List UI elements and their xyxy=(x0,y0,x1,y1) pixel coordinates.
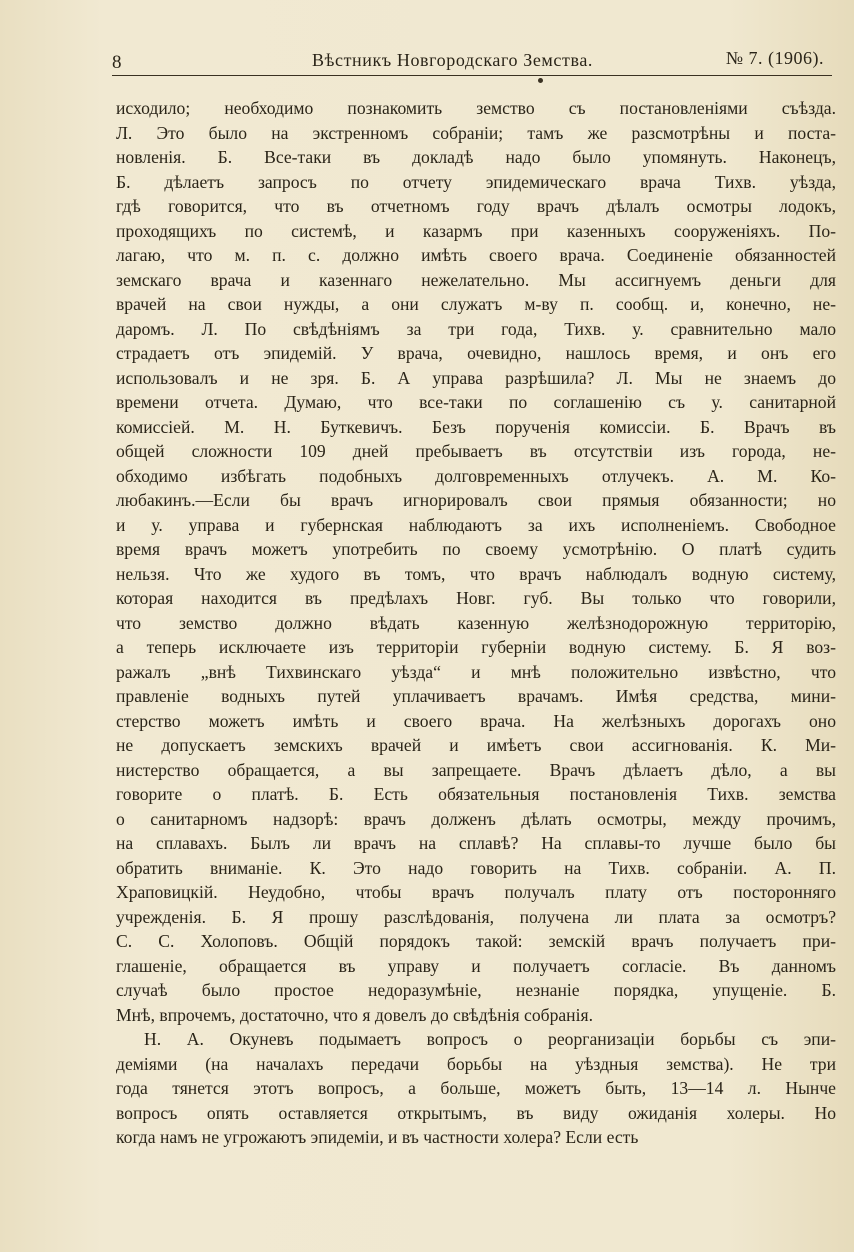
text-line: использовалъ и не зря. Б. А управа разрѣшила? Л. Мы не знаемъ до xyxy=(116,367,836,388)
text-line: Б. дѣлаетъ запросъ по отчету эпидемическаго врача Тихв. уѣзда, xyxy=(116,171,836,192)
text-line: лагаю, что м. п. с. должно имѣть своего врача. Соединеніе обязанностей xyxy=(116,245,836,265)
text-line: которая находится въ предѣлахъ Новг. губ. Вы только что говорили, xyxy=(116,588,836,608)
text-line: не допускаетъ земскихъ врачей и имѣетъ свои ассигнованія. К. Ми- xyxy=(116,735,836,755)
text-line: комиссіей. М. Н. Буткевичъ. Безъ порученія комиссіи. Б. Врачъ въ xyxy=(116,416,836,437)
text-line: страдаетъ отъ эпидемій. У врача, очевидно, нашлось время, и онъ его xyxy=(116,343,836,363)
text-line: деміями (на началахъ передачи борьбы на уѣздныя земства). Не три xyxy=(116,1053,836,1074)
text-line: общей сложности 109 дней пребываетъ въ отсутствіи изъ города, не- xyxy=(116,441,836,461)
ink-dot xyxy=(538,78,543,83)
text-line: Л. Это было на экстренномъ собраніи; тамъ же разсмотрѣны и поста- xyxy=(116,122,836,143)
text-line: обходимо избѣгать подобныхъ долговременныхъ отлучекъ. А. М. Ко- xyxy=(116,465,836,486)
page-number: 8 xyxy=(112,52,122,73)
running-header xyxy=(112,44,834,74)
text-line: года тянется этотъ вопросъ, а больше, можетъ быть, 13—14 л. Нынче xyxy=(116,1078,836,1098)
text-line: вопросъ опять оставляется открытымъ, въ виду ожиданія холеры. Но xyxy=(116,1102,836,1123)
header-rule xyxy=(112,75,832,76)
text-line: любакинъ.—Если бы врачъ игнорировалъ свои прямыя обязанности; но xyxy=(116,490,836,510)
text-line: нистерство обращается, а вы запрещаете. Врачъ дѣлаетъ дѣло, а вы xyxy=(116,759,836,780)
text-line: С. С. Холоповъ. Общій порядокъ такой: земскій врачъ получаетъ при- xyxy=(116,931,836,951)
text-line: случаѣ было простое недоразумѣніе, незнаніе порядка, упущеніе. Б. xyxy=(116,980,836,1000)
text-line: что земство должно вѣдать казенную желѣзнодорожную территорію, xyxy=(116,612,836,633)
text-line: правленіе водныхъ путей уплачиваетъ врачамъ. Имѣя средства, мини- xyxy=(116,686,836,706)
text-line: а теперь исключаете изъ территоріи губерніи водную систему. Б. Я воз- xyxy=(116,637,836,657)
text-line: исходило; необходимо познакомить земство съ постановленіями съѣзда. xyxy=(116,98,836,118)
body-text xyxy=(116,96,836,1150)
text-line: учрежденія. Б. Я прошу разслѣдованія, получена ли плата за осмотръ? xyxy=(116,906,836,927)
text-line: врачей на свои нужды, а они служатъ м-ву п. сообщ. и, конечно, не- xyxy=(116,294,836,314)
text-line: и у. управа и губернская наблюдаютъ за ихъ исполненіемъ. Свободное xyxy=(116,514,836,535)
text-line: глашеніе, обращается въ управу и получаетъ согласіе. Въ данномъ xyxy=(116,955,836,976)
text-line: гдѣ говорится, что въ отчетномъ году врачъ дѣлалъ осмотры лодокъ, xyxy=(116,196,836,216)
text-line: новленія. Б. Все-таки въ докладѣ надо было упомянуть. Наконецъ, xyxy=(116,147,836,167)
text-line: время врачъ можетъ употребить по своему усмотрѣнію. О платѣ судить xyxy=(116,539,836,559)
text-line: нельзя. Что же худого въ томъ, что врачъ наблюдалъ водную систему, xyxy=(116,563,836,584)
text-line: обратить вниманіе. К. Это надо говорить на Тихв. собраніи. А. П. xyxy=(116,857,836,878)
text-line: стерство можетъ имѣть и своего врача. На желѣзныхъ дорогахъ оно xyxy=(116,710,836,731)
text-line: о санитарномъ надзорѣ: врачъ долженъ дѣлать осмотры, между прочимъ, xyxy=(116,808,836,829)
text-line: даромъ. Л. По свѣдѣніямъ за три года, Тихв. у. сравнительно мало xyxy=(116,318,836,339)
text-line: Мнѣ, впрочемъ, достаточно, что я довелъ до свѣдѣнія собранія. xyxy=(116,1004,593,1025)
text-line: говорите о платѣ. Б. Есть обязательныя постановленія Тихв. земства xyxy=(116,784,836,804)
journal-title: Вѣстникъ Новгородскаго Земства. xyxy=(312,50,594,70)
text-line: проходящихъ по системѣ, и казармъ при казенныхъ сооруженіяхъ. По- xyxy=(116,220,836,241)
text-line: ражалъ „внѣ Тихвинскаго уѣзда“ и мнѣ положительно извѣстно, что xyxy=(116,661,836,682)
text-line: Н. А. Окуневъ подымаетъ вопросъ о реорганизаціи борьбы съ эпи- xyxy=(144,1029,836,1049)
text-line: Храповицкій. Неудобно, чтобы врачъ получалъ плату отъ посторонняго xyxy=(116,882,836,902)
text-line: когда намъ не угрожаютъ эпидеміи, и въ частности холера? Если есть xyxy=(116,1127,639,1147)
text-line: земскаго врача и казеннаго нежелательно. Мы ассигнуемъ деньги для xyxy=(116,269,836,290)
text-line: на сплавахъ. Былъ ли врачъ на сплавѣ? На сплавы-то лучше было бы xyxy=(116,833,836,853)
issue-number: № 7. (1906). xyxy=(725,48,824,68)
text-line: времени отчета. Думаю, что все-таки по соглашенію съ у. санитарной xyxy=(116,392,836,412)
